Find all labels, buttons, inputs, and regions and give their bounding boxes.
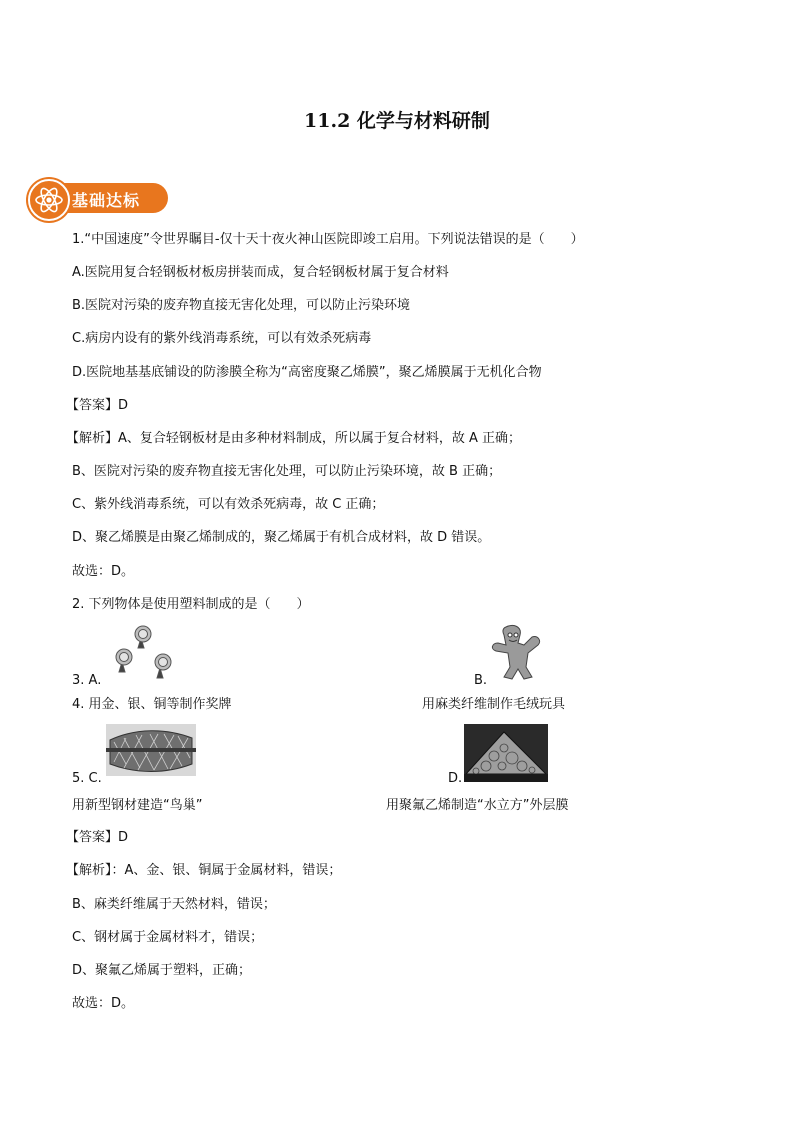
- q1-analysis-line: 【解析】A、复合轻钢板材是由多种材料制成，所以属于复合材料，故 A 正确；: [66, 431, 522, 446]
- q2-analysis-line: 【解析】：A、金、银、铜属于金属材料，错误；: [66, 863, 342, 878]
- q1-answer: 【答案】D: [66, 398, 129, 413]
- q2-option-c-text: 用新型钢材建造“鸟巢”: [72, 798, 203, 813]
- q2-option-c-label: 5. C.: [72, 771, 102, 786]
- atom-icon: [28, 179, 70, 221]
- q1-stem: 1.“中国速度”令世界瞩目-仅十天十夜火神山医院即竣工启用。下列说法错误的是（ ）: [72, 232, 584, 247]
- q1-analysis-line: B、医院对污染的废弃物直接无害化处理，可以防止污染环境，故 B 正确；: [72, 464, 502, 479]
- q2-stem: 2. 下列物体是使用塑料制成的是（ ）: [72, 597, 310, 612]
- water-cube-image: [464, 724, 548, 782]
- q1-analysis-line: 故选：D。: [72, 564, 135, 579]
- q2-analysis-line: D、聚氟乙烯属于塑料，正确；: [72, 963, 252, 978]
- medals-image: [108, 624, 178, 682]
- q1-analysis-line: C、紫外线消毒系统，可以有效杀死病毒，故 C 正确；: [72, 497, 385, 512]
- section-banner: [28, 179, 170, 217]
- q1-option-a: A.医院用复合轻钢板材板房拼装而成，复合轻钢板材属于复合材料: [72, 265, 449, 280]
- q2-analysis-line: C、钢材属于金属材料才，错误；: [72, 930, 264, 945]
- banner-label: 基础达标: [72, 191, 141, 210]
- q2-option-a-text: 4. 用金、银、铜等制作奖牌: [72, 697, 232, 712]
- plush-toy-image: [484, 623, 548, 683]
- page-title: 11.2 化学与材料研制: [304, 110, 490, 132]
- q2-option-a-label: 3. A.: [72, 673, 102, 688]
- q2-option-d-label: D.: [448, 771, 463, 786]
- q2-option-b-label: B.: [474, 673, 488, 688]
- q1-analysis-line: D、聚乙烯膜是由聚乙烯制成的，聚乙烯属于有机合成材料，故 D 错误。: [72, 530, 491, 545]
- q2-analysis-line: 故选：D。: [72, 996, 135, 1011]
- q2-answer: 【答案】D: [66, 830, 129, 845]
- q1-option-d: D.医院地基基底铺设的防渗膜全称为“高密度聚乙烯膜”，聚乙烯膜属于无机化合物: [72, 365, 542, 380]
- q1-option-b: B.医院对污染的废弃物直接无害化处理，可以防止污染环境: [72, 298, 411, 313]
- q2-option-d-text: 用聚氟乙烯制造“水立方”外层膜: [386, 798, 569, 813]
- q2-option-b-text: 用麻类纤维制作毛绒玩具: [422, 697, 566, 712]
- q1-option-c: C.病房内设有的紫外线消毒系统，可以有效杀死病毒: [72, 331, 372, 346]
- birds-nest-image: [106, 724, 196, 776]
- q2-analysis-line: B、麻类纤维属于天然材料，错误；: [72, 897, 276, 912]
